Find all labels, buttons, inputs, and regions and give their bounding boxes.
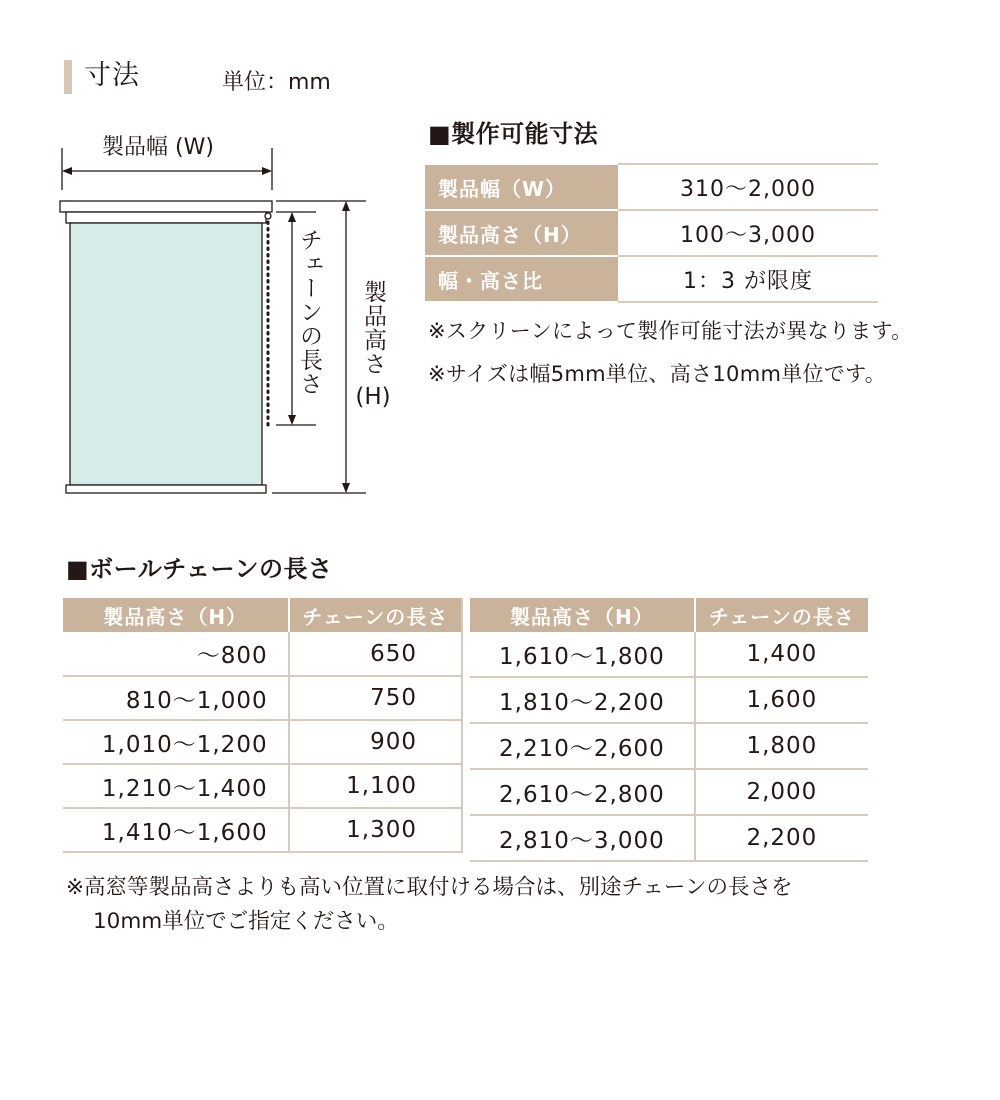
- chain-cell: 750: [289, 676, 462, 720]
- title-accent-bar: [64, 60, 72, 94]
- spec-note: ※サイズは幅5mm単位、高さ10mm単位です。: [428, 362, 887, 386]
- height-cell: 1,010～1,200: [63, 720, 289, 764]
- height-label-symbol: (H): [355, 384, 391, 410]
- table-row: [470, 632, 868, 677]
- height-cell: 1,610～1,800: [470, 632, 695, 677]
- chain-table-right: [470, 598, 868, 862]
- table-row: [470, 815, 868, 861]
- table-row: [425, 256, 878, 302]
- table-row: [63, 808, 462, 852]
- spec-heading: ■製作可能寸法: [428, 120, 599, 148]
- screen-fabric: [70, 223, 262, 485]
- table-row: [63, 676, 462, 720]
- spec-table: [425, 163, 878, 303]
- table-row: [63, 632, 462, 676]
- table-header-row: [63, 598, 462, 632]
- spec-value: 1：3 が限度: [618, 256, 878, 302]
- chain-cell: 1,600: [695, 677, 868, 723]
- chain-note: [66, 871, 792, 939]
- chain-arrow-bottom-icon: [288, 415, 296, 425]
- column-header: 製品高さ（H）: [63, 598, 289, 632]
- table-row: [470, 677, 868, 723]
- column-header: チェーンの長さ: [695, 598, 868, 632]
- height-cell: 1,810～2,200: [470, 677, 695, 723]
- chain-cell: 1,100: [289, 764, 462, 808]
- height-arrow-bottom-icon: [342, 483, 350, 493]
- column-header: 製品高さ（H）: [470, 598, 695, 632]
- chain-table-left: [63, 598, 463, 853]
- height-cell: ～800: [63, 632, 289, 676]
- chain-length-label: チェーンの長さ: [296, 228, 322, 396]
- spec-label: 幅・高さ比: [425, 256, 618, 302]
- chain-arrow-top-icon: [288, 212, 296, 222]
- width-arrow-right-icon: [262, 167, 272, 175]
- table-header-row: [470, 598, 868, 632]
- chain-note-line1: ※高窓等製品高さよりも高い位置に取付ける場合は、別途チェーンの長さを: [66, 875, 793, 900]
- bottom-bar: [66, 485, 266, 493]
- height-label-text: 製品高さ: [360, 280, 386, 376]
- height-label: [352, 280, 394, 410]
- spec-value: 310～2,000: [618, 164, 878, 210]
- table-row: [63, 764, 462, 808]
- height-cell: 2,810～3,000: [470, 815, 695, 861]
- height-cell: 2,210～2,600: [470, 723, 695, 769]
- table-row: [63, 720, 462, 764]
- chain-cell: 1,300: [289, 808, 462, 852]
- chain-cell: 2,200: [695, 815, 868, 861]
- page-title: 寸法: [84, 60, 140, 91]
- chain-cell: 1,800: [695, 723, 868, 769]
- unit-label: 単位：mm: [222, 70, 331, 95]
- table-row: [425, 210, 878, 256]
- height-cell: 2,610～2,800: [470, 769, 695, 815]
- spec-value: 100～3,000: [618, 210, 878, 256]
- chain-heading: ■ボールチェーンの長さ: [66, 555, 333, 583]
- chain-note-line2: 10mm単位でご指定ください。: [93, 909, 399, 934]
- table-row: [470, 769, 868, 815]
- spec-note: ※スクリーンによって製作可能寸法が異なります。: [428, 319, 913, 343]
- roll-tube: [66, 212, 266, 223]
- height-cell: 810～1,000: [63, 676, 289, 720]
- width-label: 製品幅 (W): [102, 135, 214, 160]
- spec-label: 製品高さ（H）: [425, 210, 618, 256]
- chain-cell: 900: [289, 720, 462, 764]
- column-header: チェーンの長さ: [289, 598, 462, 632]
- spec-label: 製品幅（W）: [425, 164, 618, 210]
- chain-pulley: [265, 213, 271, 219]
- width-arrow-left-icon: [62, 167, 72, 175]
- chain-cell: 2,000: [695, 769, 868, 815]
- height-cell: 1,410～1,600: [63, 808, 289, 852]
- head-rail: [60, 201, 272, 212]
- chain-cell: 1,400: [695, 632, 868, 677]
- chain-cell: 650: [289, 632, 462, 676]
- table-row: [470, 723, 868, 769]
- table-row: [425, 164, 878, 210]
- height-cell: 1,210～1,400: [63, 764, 289, 808]
- height-arrow-top-icon: [342, 201, 350, 211]
